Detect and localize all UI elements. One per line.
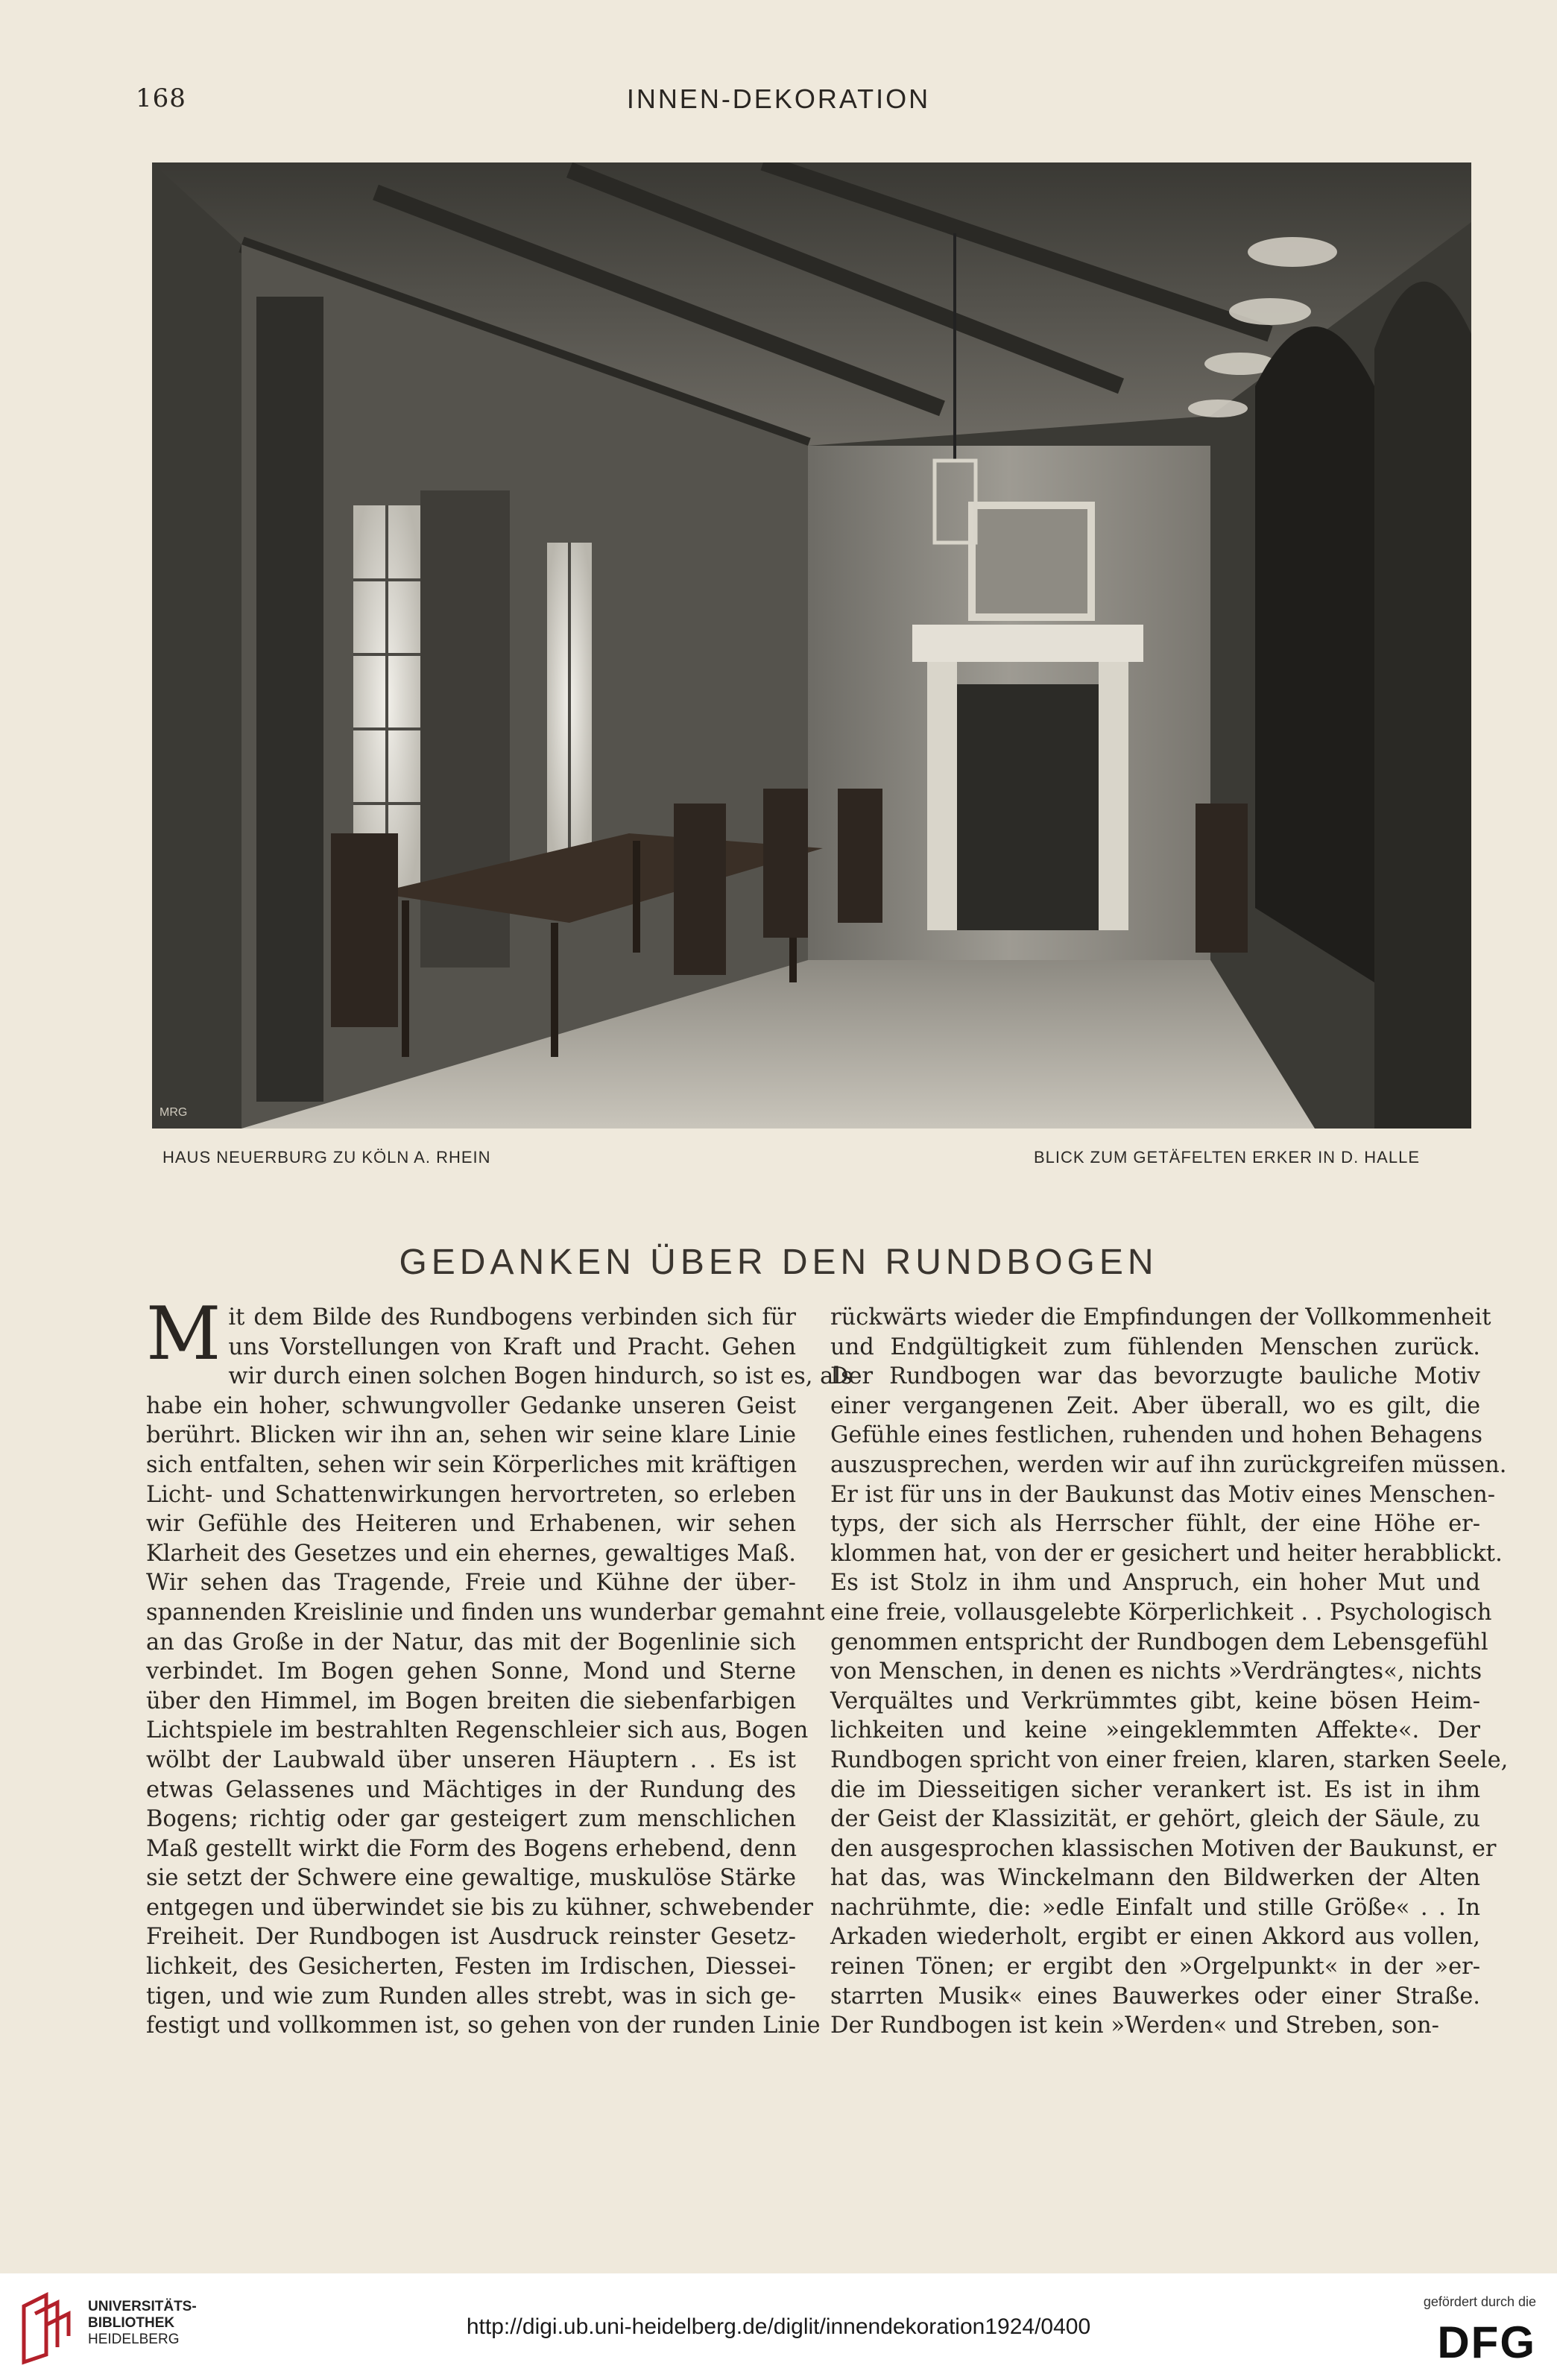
text-line: uns Vorstellungen von Kraft und Pracht. Gehen [228,1333,796,1360]
hall-interior-image [152,162,1471,1129]
text-line: starrten Musik« eines Bauwerkes oder einer Straße. [830,1983,1480,2010]
text-line: der Geist der Klassizität, er gehört, gleich der Säule, zu [830,1806,1480,1833]
page-number: 168 [136,83,186,113]
text-line: klommen hat, von der er gesichert und heiter herabblickt. [830,1540,1503,1567]
text-line: über den Himmel, im Bogen breiten die siebenfarbigen [146,1688,796,1714]
running-title: INNEN-DEKORATION [626,83,931,114]
text-line: typs, der sich als Herrscher fühlt, der eine Höhe er- [830,1511,1480,1538]
article-column-left [146,1292,853,2041]
text-line: genommen entspricht der Rundbogen dem Lebensgefühl [830,1629,1488,1655]
digitization-footer [0,2273,1557,2380]
text-line: an das Große in der Natur, das mit der Bogenlinie sich [146,1629,796,1655]
text-line: festigt und vollkommen ist, so gehen von der runden Linie [146,2013,821,2039]
text-line: von Menschen, in denen es nichts »Verdrängtes«, nichts [830,1658,1482,1685]
text-line: reinen Tönen; er ergibt den »Orgelpunkt« in der »er- [830,1954,1480,1980]
text-line: spannenden Kreislinie und finden uns wunderbar gemahnt [146,1599,825,1626]
text-line: Bogens; richtig oder gar gesteigert zum menschlichen [146,1806,796,1833]
text-line: Wir sehen das Tragende, Freie und Kühne der über- [146,1570,796,1597]
dfg-logo: DFG [1437,2317,1536,2367]
text-line: einer vergangenen Zeit. Aber überall, wo es gilt, die [830,1392,1480,1419]
text-line: eine freie, vollausgelebte Körperlichkeit . . Psychologisch [830,1599,1492,1626]
text-line: Der Rundbogen war das bevorzugte bauliche Motiv [830,1363,1480,1390]
text-line: verbindet. Im Bogen gehen Sonne, Mond und Sterne [146,1658,796,1685]
figure-caption-right: BLICK ZUM GETÄFELTEN ERKER IN D. HALLE [1033,1148,1420,1167]
text-line: nachrühmte, die: »edle Einfalt und stille Größe« . . In [830,1894,1480,1921]
article-column-right [830,1303,1509,2041]
text-line: wir Gefühle des Heiteren und Erhabenen, wir sehen [146,1511,796,1538]
text-line: hat das, was Winckelmann den Bildwerken der Alten [830,1865,1480,1892]
permalink[interactable]: http://digi.ub.uni-heidelberg.de/diglit/innendekoration1924/0400 [466,2314,1091,2339]
text-line: Rundbogen spricht von einer freien, klaren, starken Seele, [830,1746,1509,1773]
text-line: habe ein hoher, schwungvoller Gedanke unseren Geist [146,1392,796,1419]
text-line: entgegen und überwindet sie bis zu kühner, schwebender [146,1894,813,1921]
funded-by-label: gefördert durch die [1423,2294,1536,2309]
library-name-line2: BIBLIOTHEK [88,2315,175,2331]
text-line: it dem Bilde des Rundbogens verbinden sich für [228,1304,796,1331]
text-line: Der Rundbogen ist kein »Werden« und Streben, son- [830,2013,1439,2039]
text-line: lichkeit, des Gesicherten, Festen im Irdischen, Diessei- [146,1954,796,1980]
text-line: tigen, und wie zum Runden alles strebt, was in sich ge- [146,1983,796,2010]
text-line: Gefühle eines festlichen, ruhenden und hohen Behagens [830,1422,1483,1449]
text-line: Klarheit des Gesetzes und ein ehernes, gewaltiges Maß. [146,1540,796,1567]
photographer-mark: MRG [160,1106,188,1119]
text-line: Verquältes und Verkrümmtes gibt, keine bösen Heim- [830,1688,1480,1714]
text-line: Maß gestellt wirkt die Form des Bogens erhebend, denn [146,1835,798,1862]
library-name-line3: HEIDELBERG [88,2332,180,2347]
text-line: Freiheit. Der Rundbogen ist Ausdruck reinster Gesetz- [146,1924,796,1951]
text-line: die im Diesseitigen sicher verankert ist. Es ist in ihm [830,1776,1480,1803]
text-line: Es ist Stolz in ihm und Anspruch, ein hoher Mut und [830,1570,1480,1597]
interior-photograph [152,162,1471,1129]
text-line: Licht- und Schattenwirkungen hervortreten, so erleben [146,1481,796,1508]
text-line: etwas Gelassenes und Mächtiges in der Rundung des [146,1776,796,1803]
text-line: den ausgesprochen klassischen Motiven der Baukunst, er [830,1835,1497,1862]
text-line: rückwärts wieder die Empfindungen der Vollkommenheit [830,1304,1491,1331]
library-name-line1: UNIVERSITÄTS- [88,2299,197,2314]
text-line: Arkaden wiederholt, ergibt er einen Akkord aus vollen, [830,1924,1480,1951]
text-line: wölbt der Laubwald über unseren Häuptern . . Es ist [146,1746,796,1773]
text-line: Lichtspiele im bestrahlten Regenschleier sich aus, Bogen [146,1717,809,1744]
text-line: wir durch einen solchen Bogen hindurch, so ist es, als [228,1363,853,1390]
text-line: auszusprechen, werden wir auf ihn zurückgreifen müssen. [830,1451,1507,1478]
figure-caption-left: HAUS NEUERBURG ZU KÖLN A. RHEIN [162,1148,491,1167]
text-line: und Endgültigkeit zum fühlenden Menschen zurück. [830,1333,1480,1360]
article-title: GEDANKEN ÜBER DEN RUNDBOGEN [399,1243,1158,1282]
text-line: sich entfalten, sehen wir sein Körperliches mit kräftigen [146,1451,798,1478]
text-line: Er ist für uns in der Baukunst das Motiv eines Menschen- [830,1481,1496,1508]
text-line: berührt. Blicken wir ihn an, sehen wir seine klare Linie [146,1422,796,1449]
text-line: lichkeiten und keine »eingeklemmten Affekte«. Der [830,1717,1480,1744]
dropcap: M [146,1292,221,1377]
text-line: sie setzt der Schwere eine gewaltige, muskulöse Stärke [146,1865,796,1892]
